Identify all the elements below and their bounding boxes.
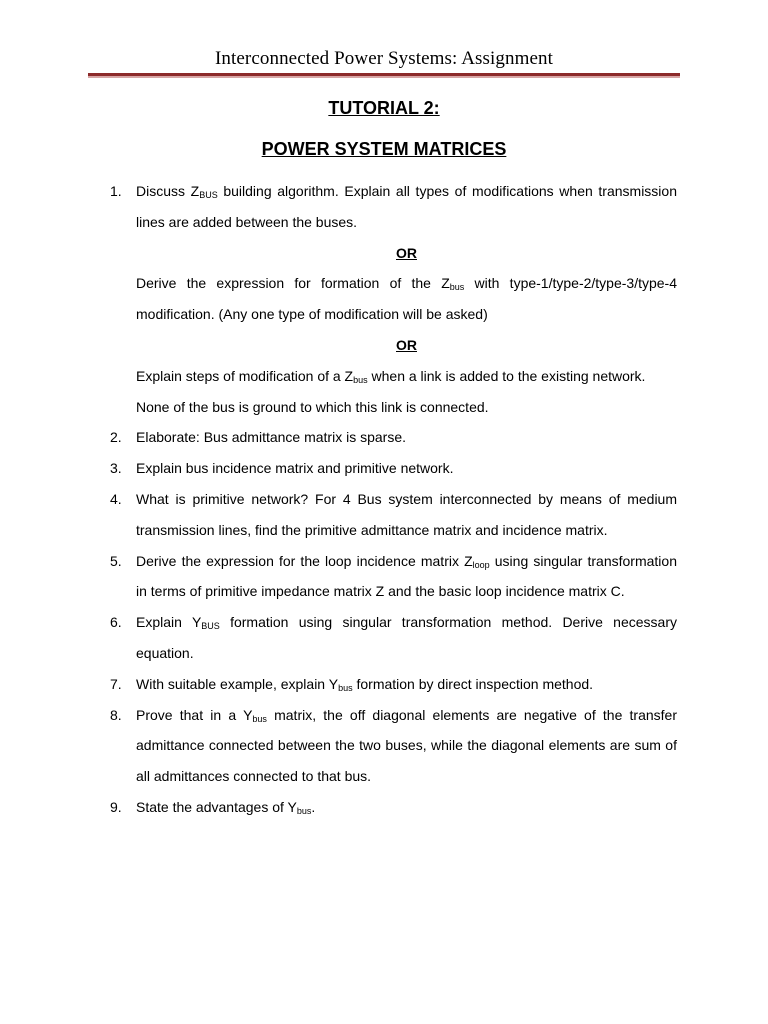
question-number: 4.	[110, 490, 122, 507]
header-rule-shadow	[88, 76, 680, 78]
section-title: POWER SYSTEM MATRICES	[261, 139, 507, 159]
question-text-alternative: Derive the expression for formation of the $Z_{bus}$ with type-1/type-2/type-3/type-4 modification. (Any one type of modification will be asked)	[136, 275, 677, 323]
question-text: Elaborate: Bus admittance matrix is sparse.	[136, 429, 407, 446]
question-text: Discuss $Z_{BUS}$ building algorithm. Explain all types of modifications when transmission lines are added between the buses.	[136, 183, 677, 230]
question-text: Derive the expression for the loop incidence matrix $Z_{loop}$ using singular transformation in terms of primitive impedance matrix Z and the basic loop incidence matrix C.	[136, 552, 677, 600]
question-text: Explain $Y_{BUS}$ formation using singular transformation method. Derive necessary equation.	[136, 614, 677, 661]
question-6	[110, 607, 677, 669]
question-text: State the advantages of $Y_{bus}$.	[136, 798, 316, 816]
question-2	[110, 422, 677, 453]
question-text: What is primitive network? For 4 Bus system interconnected by means of medium transmission lines, find the primitive admittance matrix and incidence matrix.	[136, 490, 677, 538]
question-4	[110, 484, 677, 546]
question-7	[110, 669, 677, 700]
question-number: 6.	[110, 614, 122, 631]
or-separator: OR	[396, 336, 417, 353]
question-number: 8.	[110, 706, 122, 723]
question-8	[110, 700, 677, 792]
question-3	[110, 453, 677, 484]
question-number: 1.	[110, 183, 122, 199]
question-number: 9.	[110, 798, 122, 815]
question-text: With suitable example, explain $Y_{bus}$ formation by direct inspection method.	[136, 675, 594, 693]
question-list	[110, 176, 677, 823]
question-text: Prove that in a $Y_{bus}$ matrix, the off diagonal elements are negative of the transfer admittance connected between the two buses, while the diagonal elements are sum of all admittances connected to that bus.	[136, 706, 677, 785]
question-5	[110, 546, 677, 608]
or-separator: OR	[396, 244, 417, 261]
question-number: 7.	[110, 675, 122, 692]
question-number: 5.	[110, 552, 122, 569]
question-9	[110, 792, 677, 823]
question-number: 3.	[110, 460, 122, 477]
question-number: 2.	[110, 429, 122, 446]
question-text-alternative: Explain steps of modification of a $Z_{bus}$ when a link is added to the existing network. None of the bus is ground to which this link is connected.	[136, 367, 646, 415]
question-text: Explain bus incidence matrix and primitive network.	[136, 460, 454, 477]
question-1	[110, 176, 677, 422]
tutorial-title: TUTORIAL 2:	[328, 98, 440, 118]
running-header: Interconnected Power Systems: Assignment	[214, 48, 554, 69]
